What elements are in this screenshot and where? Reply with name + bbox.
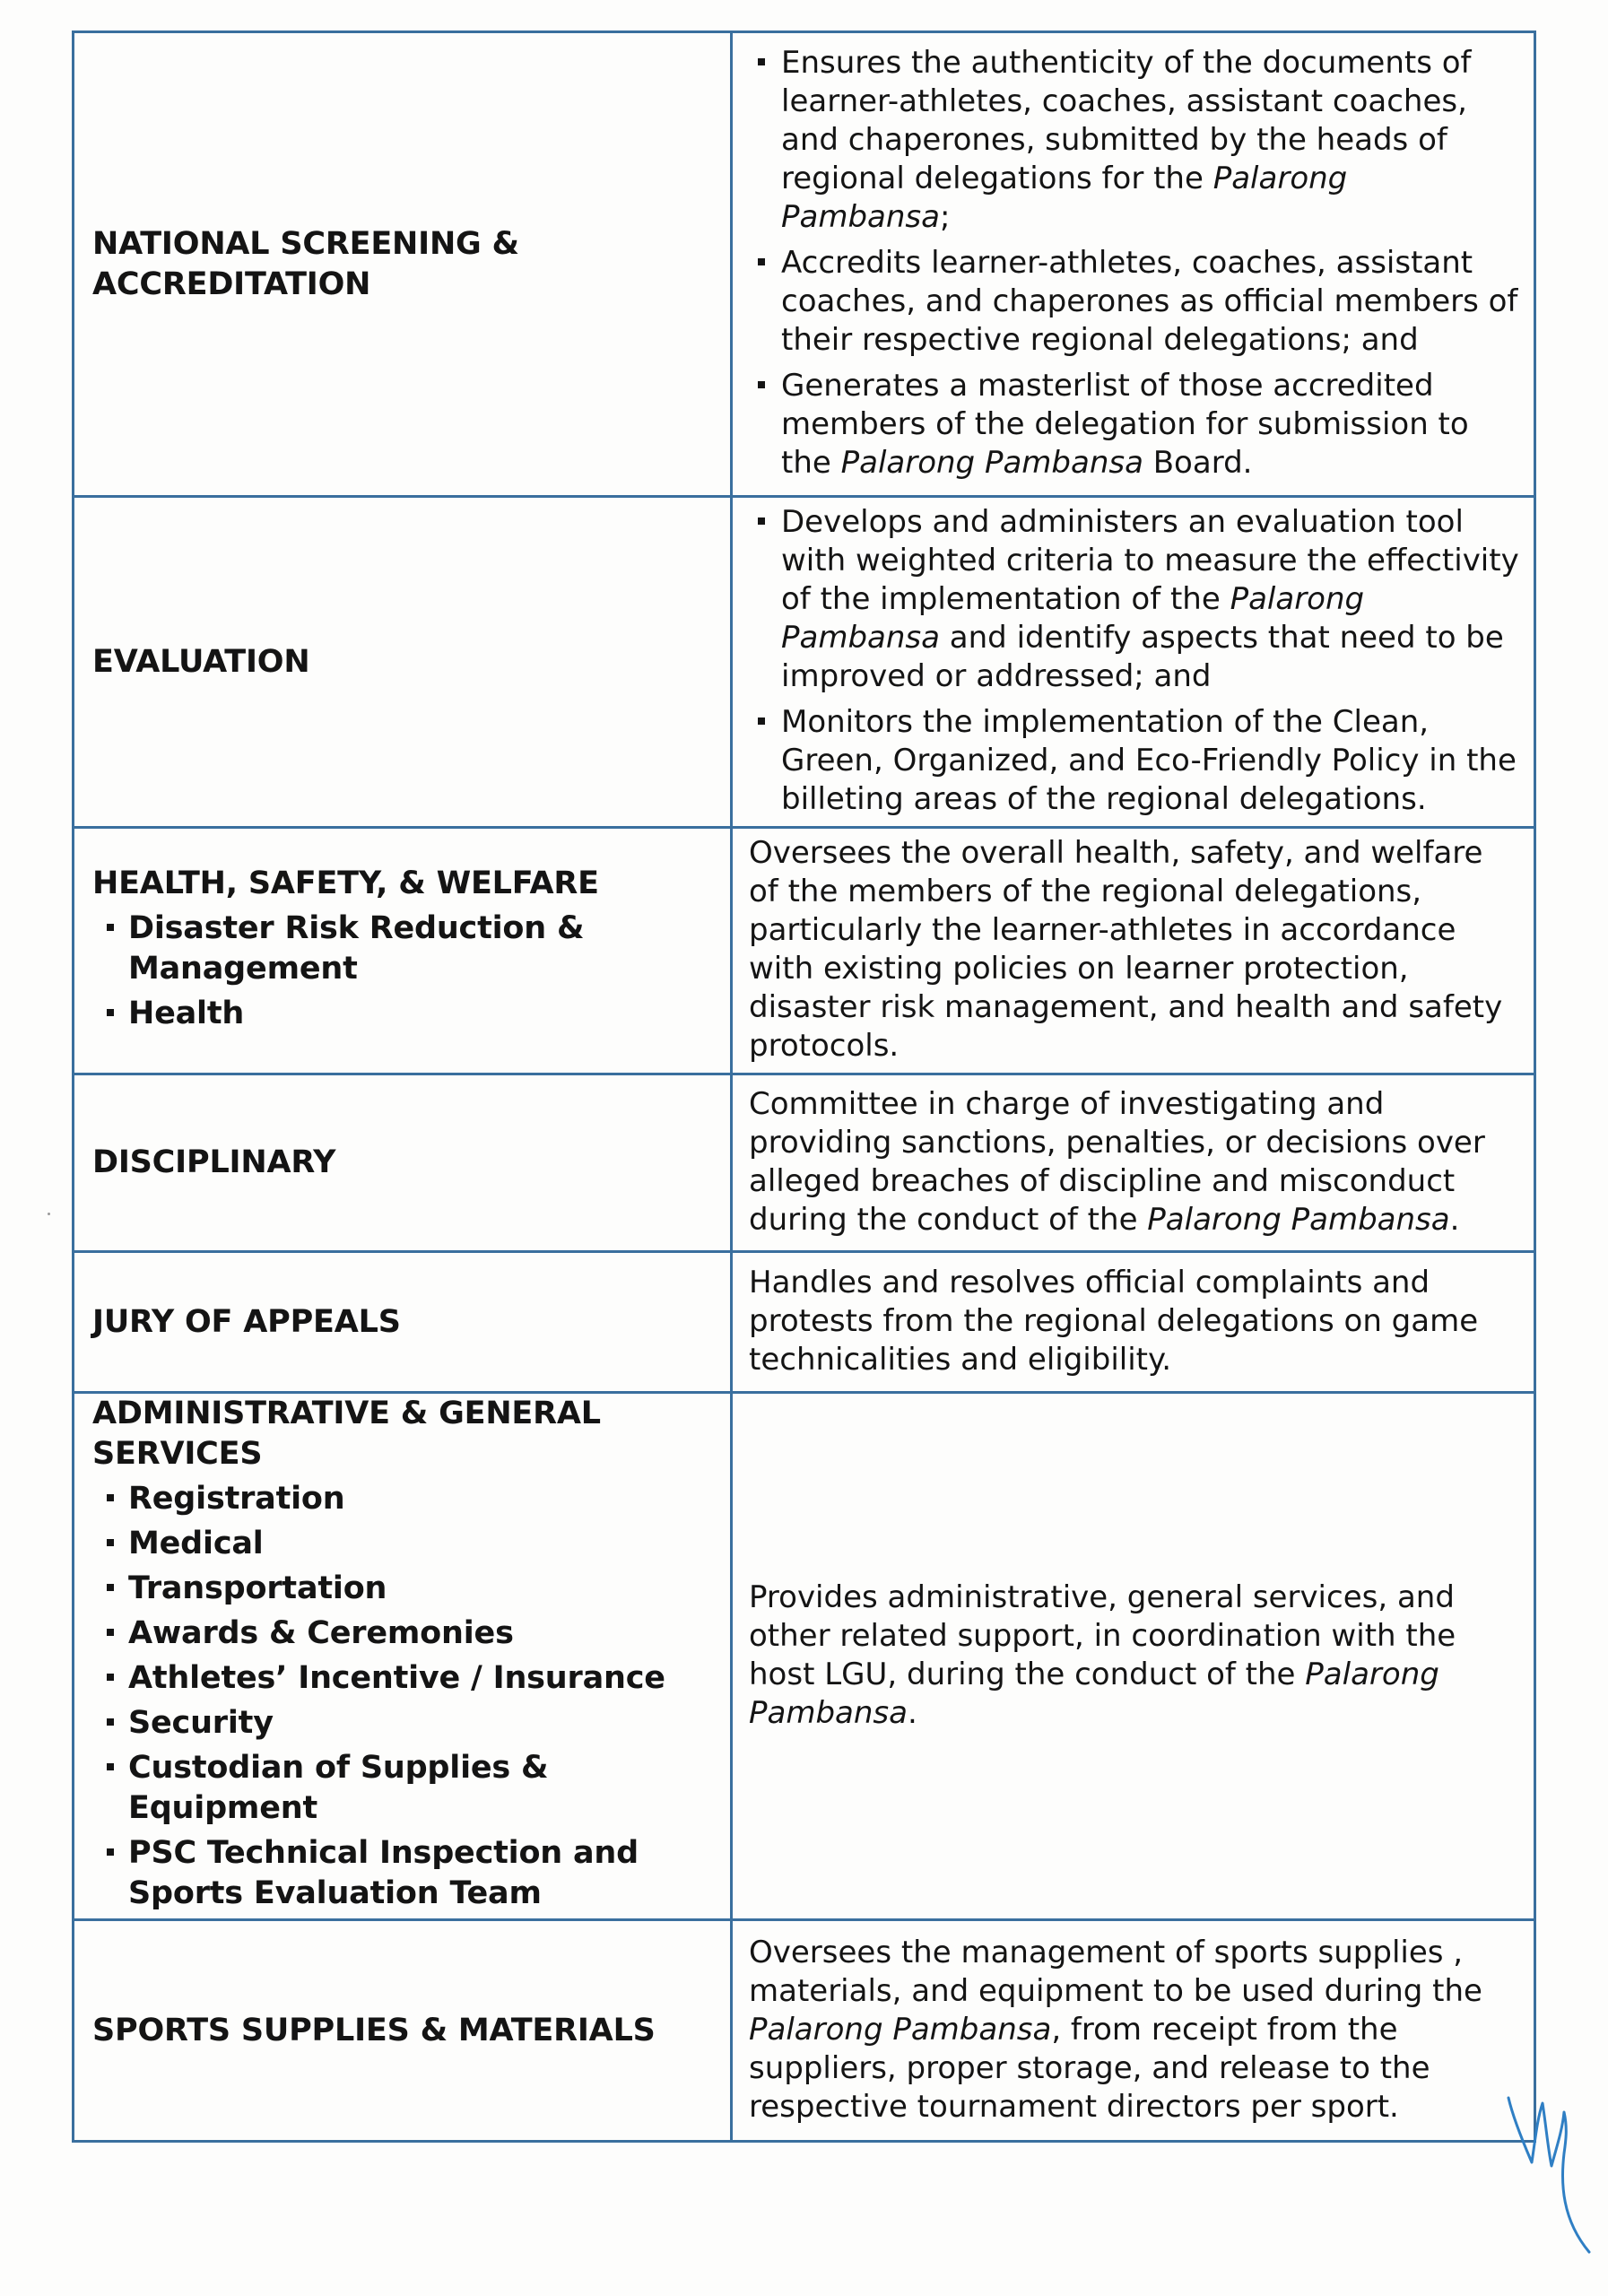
function-cell [732, 1074, 1535, 1252]
function-item: Develops and administers an evaluation tool with weighted criteria to measure the effectivity of the implementation of the Palarong Pambansa and identify aspects that need to be improved or addressed; and [749, 503, 1521, 696]
function-description: Oversees the management of sports supplies , materials, and equipment to be used during the Palarong Pambansa, from receipt from the suppliers, proper storage, and release to the respective tournament directors per sport. [749, 1934, 1482, 2125]
committee-cell [74, 497, 732, 828]
subcommittee-item: Registration [92, 1479, 716, 1519]
function-description: Committee in charge of investigating and providing sanctions, penalties, or decisions over alleged breaches of discipline and misconduct during the conduct of the Palarong Pambansa. [749, 1085, 1485, 1238]
subcommittee-item: Awards & Ceremonies [92, 1613, 716, 1654]
subcommittee-item: Disaster Risk Reduction & Management [92, 909, 716, 989]
table-row [74, 1393, 1535, 1920]
function-cell [732, 1252, 1535, 1393]
function-item: Ensures the authenticity of the documents of learner-athletes, coaches, assistant coaches, and chaperones, submitted by the heads of regional delegations for the Palarong Pambansa; [749, 44, 1521, 237]
subcommittee-list [92, 909, 716, 1034]
committee-name: EVALUATION [92, 643, 310, 680]
function-description: Oversees the overall health, safety, and welfare of the members of the regional delegations, particularly the learner-athletes in accordance with existing policies on learner protection, disaster risk management, and health and safety protocols. [749, 835, 1503, 1064]
subcommittee-list [92, 1479, 716, 1914]
table-row [74, 1252, 1535, 1393]
function-item: Monitors the implementation of the Clean, Green, Organized, and Eco-Friendly Policy in the billeting areas of the regional delegations. [749, 703, 1521, 819]
subcommittee-item: PSC Technical Inspection and Sports Evaluation Team [92, 1833, 716, 1914]
committee-name: HEALTH, SAFETY, & WELFARE [92, 865, 599, 901]
function-description: Provides administrative, general services, and other related support, in coordination with the host LGU, during the conduct of the Palarong Pambansa. [749, 1578, 1456, 1731]
table-row [74, 828, 1535, 1074]
committee-cell [74, 828, 732, 1074]
committee-table [72, 30, 1536, 2143]
committee-cell [74, 1920, 732, 2142]
committee-name: ADMINISTRATIVE & GENERAL SERVICES [92, 1396, 601, 1472]
scan-speck [48, 1213, 50, 1215]
handwritten-initials [1496, 2076, 1595, 2256]
function-item: Generates a masterlist of those accredited members of the delegation for submission to the Palarong Pambansa Board. [749, 367, 1521, 483]
subcommittee-item: Custodian of Supplies & Equipment [92, 1748, 716, 1829]
function-description: Handles and resolves official complaints and protests from the regional delegations on game technicalities and eligibility. [749, 1264, 1479, 1378]
committee-name: NATIONAL SCREENING & ACCREDITATION [92, 225, 519, 302]
committee-cell [74, 1393, 732, 1920]
function-cell [732, 497, 1535, 828]
table-row [74, 1074, 1535, 1252]
table-row [74, 497, 1535, 828]
subcommittee-item: Health [92, 994, 716, 1034]
function-cell [732, 1920, 1535, 2142]
table-row [74, 1920, 1535, 2142]
subcommittee-item: Security [92, 1703, 716, 1744]
function-list [749, 44, 1521, 483]
function-item: Accredits learner-athletes, coaches, assistant coaches, and chaperones as official members of their respective regional delegations; and [749, 244, 1521, 360]
subcommittee-item: Medical [92, 1524, 716, 1564]
committee-cell [74, 32, 732, 497]
committee-cell [74, 1074, 732, 1252]
function-cell [732, 1393, 1535, 1920]
subcommittee-item: Transportation [92, 1569, 716, 1609]
function-cell [732, 828, 1535, 1074]
committee-name: SPORTS SUPPLIES & MATERIALS [92, 2012, 656, 2048]
subcommittee-item: Athletes’ Incentive / Insurance [92, 1658, 716, 1699]
function-list [749, 503, 1521, 819]
committee-name: JURY OF APPEALS [92, 1303, 401, 1340]
table-row [74, 32, 1535, 497]
committee-name: DISCIPLINARY [92, 1144, 336, 1180]
committee-cell [74, 1252, 732, 1393]
function-cell [732, 32, 1535, 497]
